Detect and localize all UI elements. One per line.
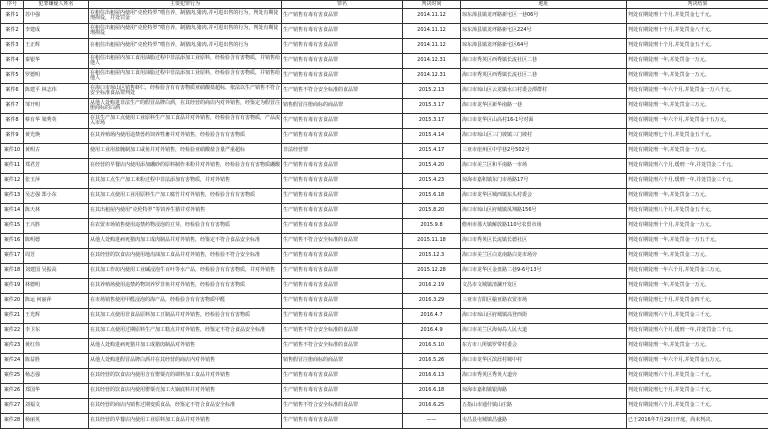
cell-date: 2014.11.12	[403, 9, 461, 24]
cell-name: 秦银华	[24, 54, 89, 69]
cell-result: 判处有期徒刑八个月,并处罚金五千元。	[627, 204, 768, 219]
cell-date: 2016.2.19	[403, 279, 461, 294]
table-row	[1, 39, 768, 54]
header-row	[1, 1, 768, 9]
cell-result: 判处有期徒刑六个月,缓刑一年,并处罚金二千元。	[627, 324, 768, 339]
cell-address: 琼东漳县镇龙坪路新宅区64号	[461, 39, 627, 54]
table-row	[1, 99, 768, 114]
header-act: 主要犯罪行为	[89, 1, 282, 9]
cell-crime: 生产销售有毒有害食品罪	[282, 9, 403, 24]
cell-name: 李建成	[24, 24, 89, 39]
cell-crime: 生产销售不符合安全标准的食品罪	[282, 84, 403, 99]
cell-crime: 生产销售不符合安全标准的食品罪	[282, 324, 403, 339]
cell-result: 判处有期徒刑一年,并处罚金三万元。	[627, 99, 768, 114]
cell-id: 案件22	[1, 324, 24, 339]
table-row	[1, 144, 768, 159]
cell-id: 案件19	[1, 279, 24, 294]
cell-address: 儋州市那大镇解放路110号农贸市场	[461, 219, 627, 234]
cell-result: 判处有期徒刑一年,并处罚金二万元。	[627, 249, 768, 264]
cell-date: 2014.12.31	[403, 69, 461, 84]
cell-name: 陈益胜	[24, 354, 89, 369]
cell-crime: 生产销售不符合安全标准的食品罪	[282, 399, 403, 414]
cell-crime: 非法经营罪	[282, 144, 403, 159]
cell-id: 案件18	[1, 264, 24, 279]
cell-id: 案件7	[1, 99, 24, 114]
cell-id: 案件8	[1, 114, 24, 129]
cell-address: 海口市秀英区西秀镇长流社区二巷	[461, 54, 627, 69]
cell-address: 海口市龙华区金盘路二巷9-6号13号	[461, 264, 627, 279]
cell-date: 2015.2.13	[403, 84, 461, 99]
cell-crime: 生产销售有毒有害食品罪	[282, 279, 403, 294]
cell-address: 海口市琼山区府城镇高登西街	[461, 309, 627, 324]
cell-act: 在其加工作坊内使用工业碱浸泡牛百叶等水产品，经检验含有有害物质，并对外销售	[89, 264, 282, 279]
header-name: 犯罪嫌疑人姓名	[24, 1, 89, 9]
cell-act: 在其出租屋内使用“克伦特罗”等饲养生猪并对外销售	[89, 204, 282, 219]
cell-result: 判处有期徒刑六个月,缓刑一年,并处罚金二千元。	[627, 159, 768, 174]
cell-result: 判处有期徒刑六个月,并处罚金三千元。	[627, 309, 768, 324]
cell-id: 案件28	[1, 414, 24, 429]
cell-address: 海口市美兰区白龙南路白龙市场旁	[461, 249, 627, 264]
table-row	[1, 234, 768, 249]
cell-id: 案件10	[1, 144, 24, 159]
cell-crime: 生产销售有毒有害食品罪	[282, 294, 403, 309]
table-row	[1, 9, 768, 24]
cell-crime: 生产销售不符合安全标准的食品罪	[282, 234, 403, 249]
cell-name: 黄红伟	[24, 339, 89, 354]
cell-name: 李卫东	[24, 324, 89, 339]
cell-act: 在其经营的饮食店内使用地沟油加工食品并对外销售，经检验不符合安全标准	[89, 249, 282, 264]
cell-id: 案件13	[1, 189, 24, 204]
cell-id: 案件4	[1, 54, 24, 69]
header-date: 判决时间	[403, 1, 461, 9]
table-row	[1, 354, 768, 369]
cell-address: 文昌市文城镇清澜开发区	[461, 279, 627, 294]
cell-address: 海口市龙华区新华南路一巷	[461, 99, 627, 114]
cell-date: 2016.5.26	[403, 354, 461, 369]
cell-address: 海口市琼山区云龙镇水口村委会潭群村	[461, 84, 627, 99]
cell-result: 已于2016年7月29日开庭，尚未判决。	[627, 414, 768, 429]
cell-crime: 生产销售有毒有害食品罪	[282, 54, 403, 69]
cell-act: 在租住出租屋内使用“克伦特罗”喂自养，制猪肉,猪肉,并可进出售的行为，判处有期徒刑拘役	[89, 24, 282, 39]
table-row	[1, 84, 768, 99]
cell-result: 判处有期徒刑一年,并处罚金一万元。	[627, 69, 768, 84]
cell-address: 海口市美兰区和平南路一市场	[461, 159, 627, 174]
cell-id: 案件12	[1, 174, 24, 189]
cell-date: 2014.11.12	[403, 24, 461, 39]
cell-address: 海口市琼山区府城镇凤翔路156号	[461, 204, 627, 219]
cell-result: 判处有期徒刑十个月,并处罚金一万元。	[627, 219, 768, 234]
cell-id: 案件17	[1, 249, 24, 264]
cell-date: 2015.3.17	[403, 114, 461, 129]
cell-crime: 生产销售有毒有害食品罪	[282, 309, 403, 324]
cell-name: 郑国华	[24, 384, 89, 399]
cell-name: 陈明德	[24, 234, 89, 249]
table-row	[1, 219, 768, 234]
table-row	[1, 129, 768, 144]
cell-crime: 生产销售有毒有害食品罪	[282, 369, 403, 384]
cell-id: 案件2	[1, 24, 24, 39]
cell-address: 五指山市通什镇山庄路	[461, 399, 627, 414]
cell-name: 邹开明	[24, 99, 89, 114]
cell-act: 在其加工点使用过期原料生产加工糕点并对外销售，经鉴定不符合食品安全标准	[89, 324, 282, 339]
cell-name: 罗德明	[24, 69, 89, 84]
cell-act: 在其生产加工点使用工业原料生产加工食品并对外销售，经检验含有有害物质，产品流入市场	[89, 114, 282, 129]
cell-result: 判处有期徒刑六个月,并处罚金二千元。	[627, 369, 768, 384]
cell-address: 琼东漳县镇龙坪路新宅区一巷06号	[461, 9, 627, 24]
cell-crime: 生产销售有毒有害食品罪	[282, 189, 403, 204]
table-row	[1, 384, 768, 399]
cell-result: 判处有期徒刑七个月,并处罚金三千元。	[627, 384, 768, 399]
table-row	[1, 189, 768, 204]
cell-result: 判处有期徒刑一年,并处罚金一万元。	[627, 339, 768, 354]
cell-address: 三亚市吉阳区榆亚路农贸市场	[461, 294, 627, 309]
cell-result: 判处有期徒刑一年,并处罚金一万元。	[627, 54, 768, 69]
cell-id: 案件5	[1, 69, 24, 84]
cell-crime: 生产销售有毒有害食品罪	[282, 249, 403, 264]
cell-result: 判处有期徒刑一年,并处罚金一万五千元。	[627, 234, 768, 249]
cell-crime: 生产销售有毒有害食品罪	[282, 219, 403, 234]
cell-act: 在其加工点使用非食品原料加工豆制品并对外销售，经检验含有有害物质	[89, 309, 282, 324]
cell-name: 杨丽英	[24, 414, 89, 429]
cell-address: 三亚市崖州区中学巷2号502号	[461, 144, 627, 159]
cell-address: 海口市秀英区长流镇长德社区	[461, 234, 627, 249]
table-row	[1, 324, 768, 339]
header-crime: 罪名	[282, 1, 403, 9]
cell-address: 海口市美兰区海甸岛人民大道	[461, 324, 627, 339]
table-row	[1, 114, 768, 129]
cell-id: 案件16	[1, 234, 24, 249]
table-row	[1, 174, 768, 189]
cell-address: 琼海市嘉积镇银海路	[461, 384, 627, 399]
cell-id: 案件26	[1, 384, 24, 399]
cell-date: 2015.4.23	[403, 174, 461, 189]
cell-name: 刘建国 吴振高	[24, 264, 89, 279]
cell-act: 从他人处购进假冒品牌白酒并在其经营的商店内对外销售	[89, 354, 282, 369]
cell-id: 案件21	[1, 309, 24, 324]
table-row	[1, 294, 768, 309]
cell-id: 案件27	[1, 399, 24, 414]
table-body	[1, 9, 768, 429]
table-row	[1, 249, 768, 264]
cell-result: 判处有期徒刑七个月,并处罚金五千元。	[627, 129, 768, 144]
cell-address: 屯昌县屯城镇昌盛路	[461, 414, 627, 429]
cell-name: 黄明古	[24, 144, 89, 159]
cell-act: 在租住出租屋内加工食用油脂过程中非法添加工业原料，经检验含有害物质，并销售给他人	[89, 54, 282, 69]
cell-result: 判处有期徒刑六个月,缓刑一年,并处罚金三千元。	[627, 174, 768, 189]
cell-date: 2015.9.8	[403, 219, 461, 234]
cell-address: 海口市琼山区三门坡镇三门坡村	[461, 129, 627, 144]
cell-act: 在租住出租屋内使用“克伦特罗”喂自养，制猪肉,猪肉,并可进出售的行为	[89, 39, 282, 54]
cell-act: 在市场销售使用甲醛浸泡的海产品，经检验含有有害物质甲醛	[89, 294, 282, 309]
cell-date: 2016.4.9	[403, 324, 461, 339]
cell-result: 判处有期徒刑一年,并处罚金一万元。	[627, 144, 768, 159]
cell-name: 王光辉	[24, 309, 89, 324]
cell-name: 王正辉	[24, 39, 89, 54]
cell-id: 案件24	[1, 354, 24, 369]
cell-result: 判处有期徒刑六个月,并处罚金二千元。	[627, 399, 768, 414]
cell-id: 案件9	[1, 129, 24, 144]
header-address: 地址	[461, 1, 627, 9]
table-row	[1, 24, 768, 39]
cell-address: 海口市龙华区城西镇东头村委会	[461, 189, 627, 204]
cell-id: 案件11	[1, 159, 24, 174]
cell-result: 判处有期徒刑一年六个月,并处罚金一万六千元。	[627, 84, 768, 99]
cell-id: 案件20	[1, 294, 24, 309]
cell-name: 周芳	[24, 249, 89, 264]
table-row	[1, 54, 768, 69]
cell-name: 刘福文	[24, 399, 89, 414]
cell-act: 在租住出租屋内使用“克伦特罗”喂自养，制猪肉,猪肉,并可进出售的行为，判处有期徒刑拘役，并处罚金	[89, 9, 282, 24]
cell-id: 案件3	[1, 39, 24, 54]
cell-date: 2015.12.3	[403, 249, 461, 264]
cell-id: 案件14	[1, 204, 24, 219]
cell-name: 苏中强	[24, 9, 89, 24]
cell-crime: 销售假冒注册商标的商品罪	[282, 99, 403, 114]
cell-name: 黄光焕	[24, 129, 89, 144]
cell-address: 海口市秀英区秀英大道旁	[461, 369, 627, 384]
cell-date: 2015.4.20	[403, 159, 461, 174]
cell-result: 判处有期徒刑十个月,并处罚金八千元。	[627, 24, 768, 39]
cell-act: 使用工业用盐腌制加工咸鱼并对外销售，经检验亚硝酸盐含量严重超标	[89, 144, 282, 159]
cell-result: 判处有期徒刑一年六个月,并处罚金五万元。	[627, 354, 768, 369]
cell-name: 蔡有华 梁秀英	[24, 114, 89, 129]
cell-name: 郑君芳	[24, 159, 89, 174]
cell-act: 从他人处购进病死猪肉加工成肉制品并对外销售，经鉴定不符合食品安全标准	[89, 234, 282, 249]
cell-date: 2015.4.17	[403, 144, 461, 159]
cell-name: 陈建平 林志伟	[24, 84, 89, 99]
cell-name: 王兴胜	[24, 219, 89, 234]
cell-act: 在经营的早餐店内使用添加硼砂的原料制作米粉并对外销售，经检验含有有害物质硼酸	[89, 159, 282, 174]
cell-id: 案件25	[1, 369, 24, 384]
cell-act: 在其加工点使用工业用原料生产加工腐竹并对外销售，经检验含有有害物质	[89, 189, 282, 204]
cell-act: 在其养殖场使用违禁药物饲养罗非鱼并对外销售，经检验含有有害物质	[89, 279, 282, 294]
table-row	[1, 309, 768, 324]
cell-date: 2016.5.10	[403, 339, 461, 354]
cell-act: 在其加工点生产加工米粉过程中非法添加有害物质，并对外销售	[89, 174, 282, 189]
table-row	[1, 159, 768, 174]
cell-address: 东方市八所镇罗带村委会	[461, 339, 627, 354]
cell-crime: 生产销售有毒有害食品罪	[282, 264, 403, 279]
cell-act: 从他人处购进病死猪并加工成猪肉制品对外销售	[89, 339, 282, 354]
header-id: 序号	[1, 1, 24, 9]
cell-date: 2014.11.12	[403, 39, 461, 54]
cell-crime: 生产销售有毒有害食品罪	[282, 114, 403, 129]
cell-result: 判处有期徒刑一年六个月,并处罚金三万元。	[627, 264, 768, 279]
cell-act: 在租住出租屋内加工食用油脂过程中非法添加工业原料，经检验含有害物质，并销售给他人	[89, 69, 282, 84]
cell-crime: 生产销售不符合安全标准的食品罪	[282, 339, 403, 354]
cell-name: 杨志强	[24, 369, 89, 384]
cell-name: 陈天林	[24, 204, 89, 219]
cell-result: 判处有期徒刑一年,并处罚金一万元。	[627, 279, 768, 294]
cell-name: 林德明	[24, 279, 89, 294]
cell-act: 在其养殖场内使用违禁兽药饲养牲畜并对外销售，经检验含有有害物质	[89, 129, 282, 144]
cell-name: 吴志强 郑小东	[24, 189, 89, 204]
table-row	[1, 369, 768, 384]
cell-address: 海口市龙华区山高村16-1号对面	[461, 114, 627, 129]
cell-date: 2015.3.17	[403, 99, 461, 114]
cell-crime: 生产销售有毒有害食品罪	[282, 384, 403, 399]
cell-date: 2016.4.7	[403, 309, 461, 324]
cell-crime: 生产销售有毒有害食品罪	[282, 69, 403, 84]
cell-date: 2015.8.20	[403, 204, 461, 219]
cell-address: 琼东漳县镇龙坪路新宅区224号	[461, 24, 627, 39]
table-row	[1, 69, 768, 84]
cell-act: 在海口市琼山区销售虾仁，经检验含有有害物质亚硝酸盐超标，依法以生产销售不符合安全标准食品罪判处	[89, 84, 282, 99]
cell-crime: 生产销售有毒有害食品罪	[282, 129, 403, 144]
cell-act: 在其经营的饮食店内使用罂粟壳加工火锅底料并对外销售	[89, 384, 282, 399]
table-row	[1, 204, 768, 219]
cell-crime: 生产销售有毒有害食品罪	[282, 204, 403, 219]
cell-id: 案件6	[1, 84, 24, 99]
cell-result: 判处有期徒刑十个月,并处罚金五千元。	[627, 39, 768, 54]
cell-name: 张玉萍	[24, 174, 89, 189]
cell-act: 在其经营的早餐店内使用工业原料加工食品并对外销售	[89, 414, 282, 429]
cell-date: 2016.6.18	[403, 384, 461, 399]
cell-crime: 生产销售有毒有害食品罪	[282, 414, 403, 429]
cell-result: 判处有期徒刑一年,并处罚金二万元。	[627, 189, 768, 204]
cell-name: 陈运 何丽萍	[24, 294, 89, 309]
cell-date: 2015.6.18	[403, 189, 461, 204]
table-row	[1, 414, 768, 429]
cell-date: 2016.3.29	[403, 294, 461, 309]
cell-id: 案件23	[1, 339, 24, 354]
cell-act: 在农贸市场销售使用违禁药物浸泡的豆芽，经检验含有有害物质	[89, 219, 282, 234]
cell-result: 判处有期徒刑一年六个月,并处罚金十五万元。	[627, 114, 768, 129]
cell-crime: 生产销售有毒有害食品罪	[282, 24, 403, 39]
cell-crime: 生产销售有毒有害食品罪	[282, 159, 403, 174]
cell-date: 2015.11.18	[403, 234, 461, 249]
cell-act: 在其经营的饮食店内使用含有罂粟壳的调料加工食品并对外销售	[89, 369, 282, 384]
cell-date: 2015.12.28	[403, 264, 461, 279]
table-row	[1, 399, 768, 414]
cell-id: 案件1	[1, 9, 24, 24]
cell-address: 海口市龙华区滨涯村城中村	[461, 354, 627, 369]
cell-date: ——	[403, 414, 461, 429]
cell-date: 2015.4.14	[403, 129, 461, 144]
table-row	[1, 279, 768, 294]
table-row	[1, 264, 768, 279]
cell-date: 2016.6.13	[403, 369, 461, 384]
cell-result: 判处有期徒刑十个月,并处罚金七千元。	[627, 9, 768, 24]
cell-result: 判处有期徒刑七个月,并处罚金四千元。	[627, 294, 768, 309]
cell-date: 2014.12.31	[403, 54, 461, 69]
cell-address: 琼海市嘉积镇东门市场路17号	[461, 174, 627, 189]
cell-address: 海口市秀英区西秀镇长流社区二巷	[461, 69, 627, 84]
header-result: 判决结果	[627, 1, 768, 9]
cell-crime: 生产销售有毒有害食品罪	[282, 174, 403, 189]
cell-act: 在其经营的商店内销售过期变质食品，经鉴定不符合食品安全标准	[89, 399, 282, 414]
table-row	[1, 339, 768, 354]
cell-crime: 销售假冒注册商标的商品罪	[282, 354, 403, 369]
cell-date: 2016.6.25	[403, 399, 461, 414]
cell-act: 从他人处购进非法生产的假冒品牌白酒，在其经营的商店内对外销售，经鉴定为假冒注册商标的白酒	[89, 99, 282, 114]
cell-id: 案件15	[1, 219, 24, 234]
cell-crime: 生产销售有毒有害食品罪	[282, 39, 403, 54]
